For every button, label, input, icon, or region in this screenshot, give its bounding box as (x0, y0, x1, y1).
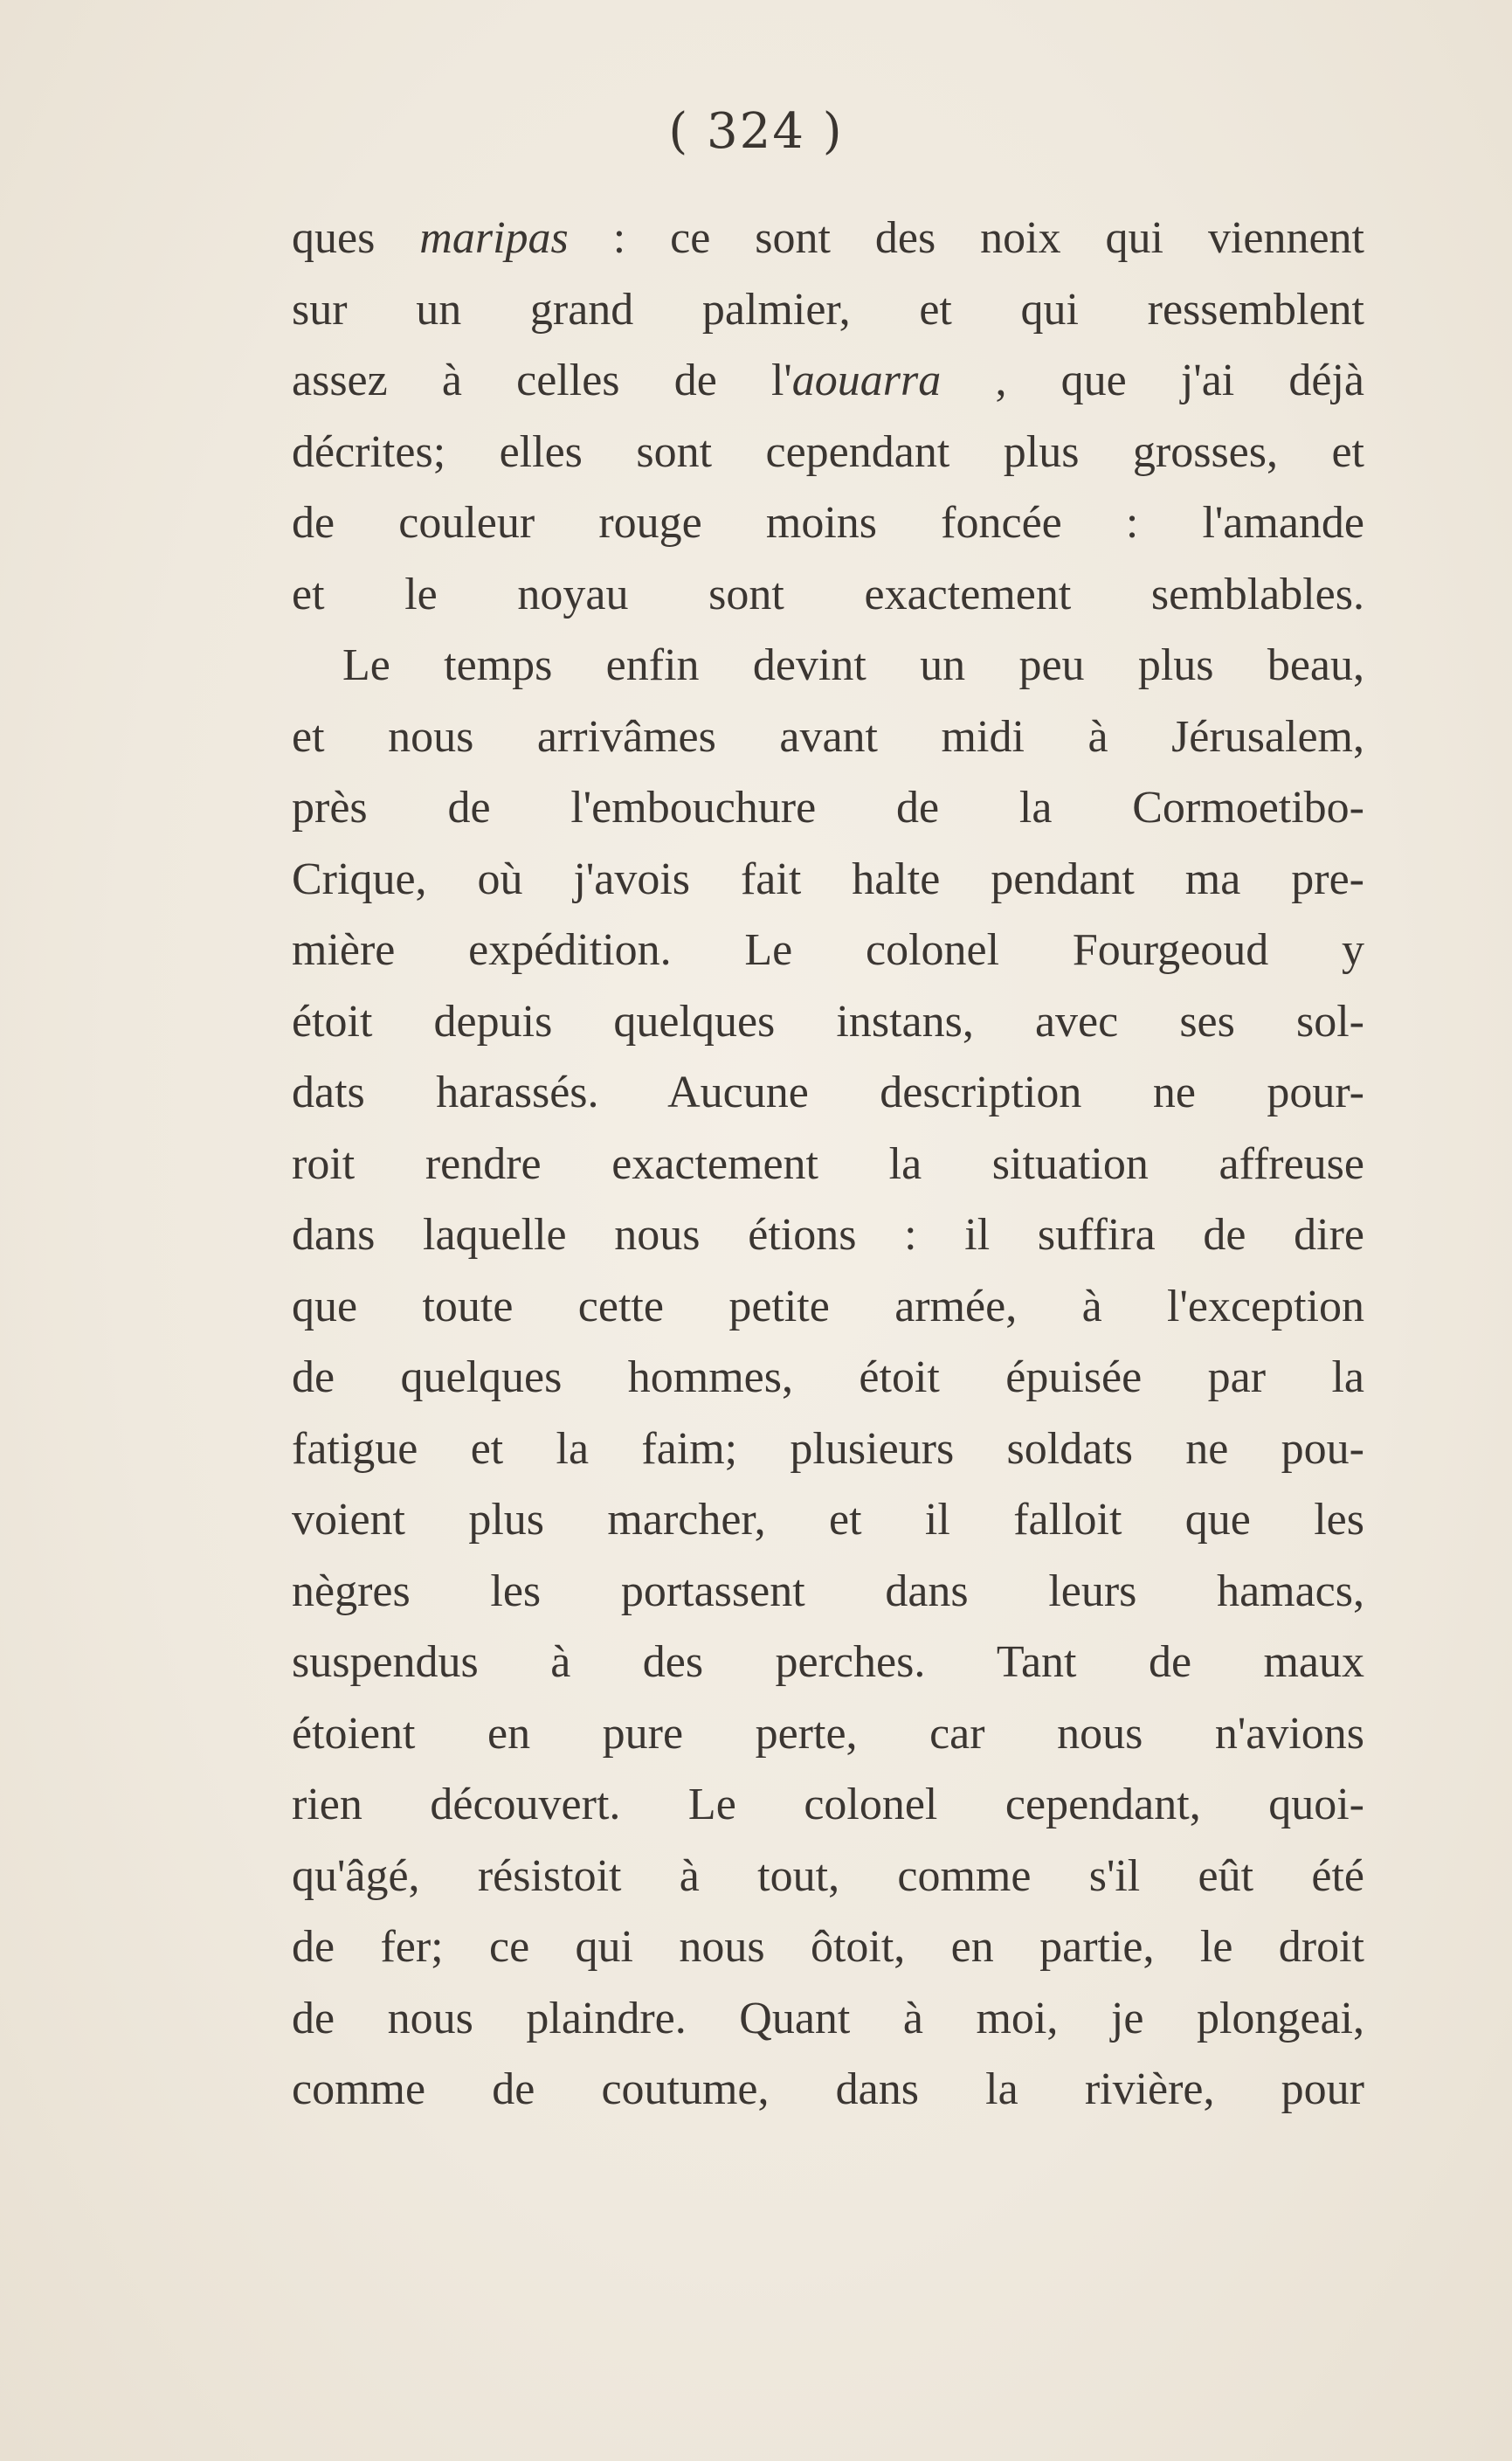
text-run: décrites; elles sont cependant plus grosses, et (292, 426, 1364, 477)
text-line (292, 1556, 1364, 1628)
text-line (292, 559, 1364, 631)
text-run: que toute cette petite armée, à l'exception (292, 1281, 1364, 1331)
page-number: ( 324 ) (668, 103, 844, 160)
text-line (292, 1983, 1364, 2055)
text-run: dans laquelle nous étions : il suffira de dire (292, 1210, 1364, 1260)
text-run: voient plus marcher, et il falloit que les (292, 1495, 1364, 1545)
text-run: ques (292, 213, 420, 263)
text-run: rien découvert. Le colonel cependant, quoi- (292, 1780, 1364, 1829)
text-run: nègres les portassent dans leurs hamacs, (292, 1566, 1364, 1616)
text-run: de fer; ce qui nous ôtoit, en partie, le droit (292, 1922, 1364, 1972)
text-line (292, 1057, 1364, 1129)
text-run: comme de coutume, dans la rivière, pour (292, 2064, 1364, 2114)
text-run: Le temps enfin devint un peu plus beau, (342, 640, 1364, 690)
text-run: de nous plaindre. Quant à moi, je plongeai, (292, 1993, 1364, 2043)
text-line (292, 2054, 1364, 2126)
italic-word: aouarra (791, 356, 942, 405)
text-run: sur un grand palmier, et qui ressemblent (292, 284, 1364, 335)
text-run: , que j'ai déjà (941, 356, 1365, 405)
text-run: de quelques hommes, étoit épuisée par la (292, 1352, 1364, 1402)
italic-word: maripas (419, 213, 569, 263)
text-line (292, 1911, 1364, 1983)
text-run: et le noyau sont exactement semblables. (292, 569, 1364, 619)
text-line (292, 630, 1364, 702)
text-line (292, 986, 1364, 1058)
text-run: étoit depuis quelques instans, avec ses sol- (292, 996, 1364, 1047)
text-run: de couleur rouge moins foncée : l'amande (292, 498, 1364, 548)
text-line (292, 772, 1364, 844)
text-run: roit rendre exactement la situation affreuse (292, 1138, 1364, 1189)
text-line (292, 417, 1364, 488)
text-line (292, 844, 1364, 916)
text-line (292, 345, 1364, 417)
text-line (292, 1342, 1364, 1414)
text-line (292, 702, 1364, 773)
text-run: près de l'embouchure de la Cormoetibo- (292, 783, 1364, 833)
text-line (292, 1199, 1364, 1271)
text-run: suspendus à des perches. Tant de maux (292, 1637, 1364, 1687)
text-run: et nous arrivâmes avant midi à Jérusalem, (292, 711, 1364, 762)
text-run: assez à celles de l' (292, 356, 792, 405)
text-run: dats harassés. Aucune description ne pour- (292, 1068, 1364, 1117)
text-line (292, 274, 1364, 346)
text-run: fatigue et la faim; plusieurs soldats ne pou- (292, 1423, 1364, 1474)
text-line (292, 1698, 1364, 1770)
text-line (292, 203, 1364, 274)
body-text (292, 203, 1364, 2126)
text-run: étoient en pure perte, car nous n'avions (292, 1708, 1364, 1759)
text-line (292, 487, 1364, 559)
text-run: Crique, où j'avois fait halte pendant ma pre- (292, 854, 1364, 904)
text-line (292, 1484, 1364, 1556)
text-run: mière expédition. Le colonel Fourgeoud y (292, 925, 1364, 975)
text-line (292, 1841, 1364, 1912)
text-line (292, 1769, 1364, 1841)
text-run: : ce sont des noix qui viennent (568, 213, 1364, 263)
text-line (292, 1271, 1364, 1343)
text-line (292, 1627, 1364, 1698)
text-line (292, 915, 1364, 986)
text-line (292, 1129, 1364, 1200)
text-run: qu'âgé, résistoit à tout, comme s'il eût été (292, 1850, 1364, 1901)
text-line (292, 1414, 1364, 1485)
